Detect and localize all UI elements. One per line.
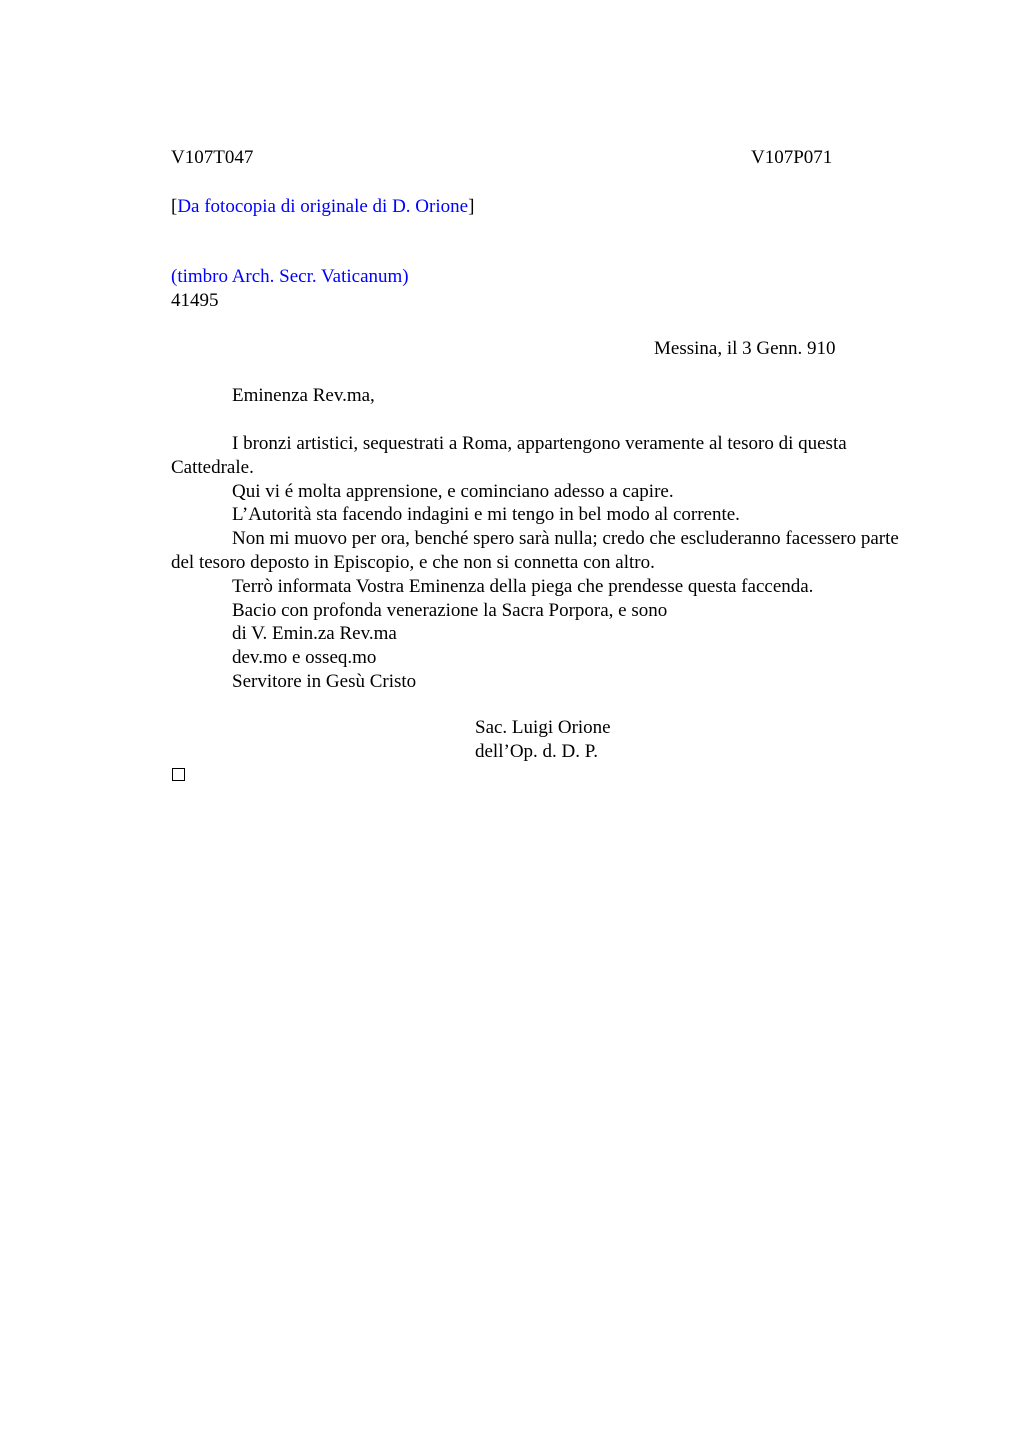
letter-paragraph: L’Autorità sta facendo indagini e mi tengo in bel modo al corrente. — [232, 504, 740, 526]
letter-paragraph: I bronzi artistici, sequestrati a Roma, appartengono veramente al tesoro di questa Cattedrale. — [171, 433, 847, 478]
archive-number: 41495 — [171, 290, 219, 311]
signature-org: dell’Op. d. D. P. — [475, 740, 598, 762]
closing-line: Servitore in Gesù Cristo — [232, 670, 417, 692]
source-note-open-bracket: [ — [171, 196, 178, 217]
closing-line: di V. Emin.za Rev.ma — [232, 623, 397, 645]
document-code-right: V107P071 — [751, 147, 833, 168]
letter-paragraph: Non mi muovo per ora, benché spero sarà nulla; credo che escluderanno facessero parte del tesoro deposto in Episcopio, e che non si connetta con altro. — [171, 528, 899, 573]
empty-square-glyph — [172, 768, 185, 781]
place-date: Messina, il 3 Genn. 910 — [654, 338, 836, 359]
source-note — [171, 195, 474, 219]
letter-paragraph: Terrò informata Vostra Eminenza della piega che prendesse questa faccenda. — [232, 575, 814, 597]
closing-line: dev.mo e osseq.mo — [232, 647, 377, 669]
salutation: Eminenza Rev.ma, — [232, 385, 375, 406]
signature-name: Sac. Luigi Orione — [475, 717, 611, 738]
letter-paragraph: Qui vi é molta apprensione, e cominciano adesso a capire. — [232, 480, 674, 502]
letter-body — [171, 432, 916, 694]
source-note-text: Da fotocopia di originale di D. Orione — [177, 196, 469, 217]
document-code-left: V107T047 — [171, 147, 254, 168]
signature-block — [475, 716, 611, 764]
stamp-note: (timbro Arch. Secr. Vaticanum) — [171, 266, 409, 287]
letter-paragraph: Bacio con profonda venerazione la Sacra Porpora, e sono — [232, 599, 668, 621]
source-note-close-bracket: ] — [468, 196, 475, 217]
